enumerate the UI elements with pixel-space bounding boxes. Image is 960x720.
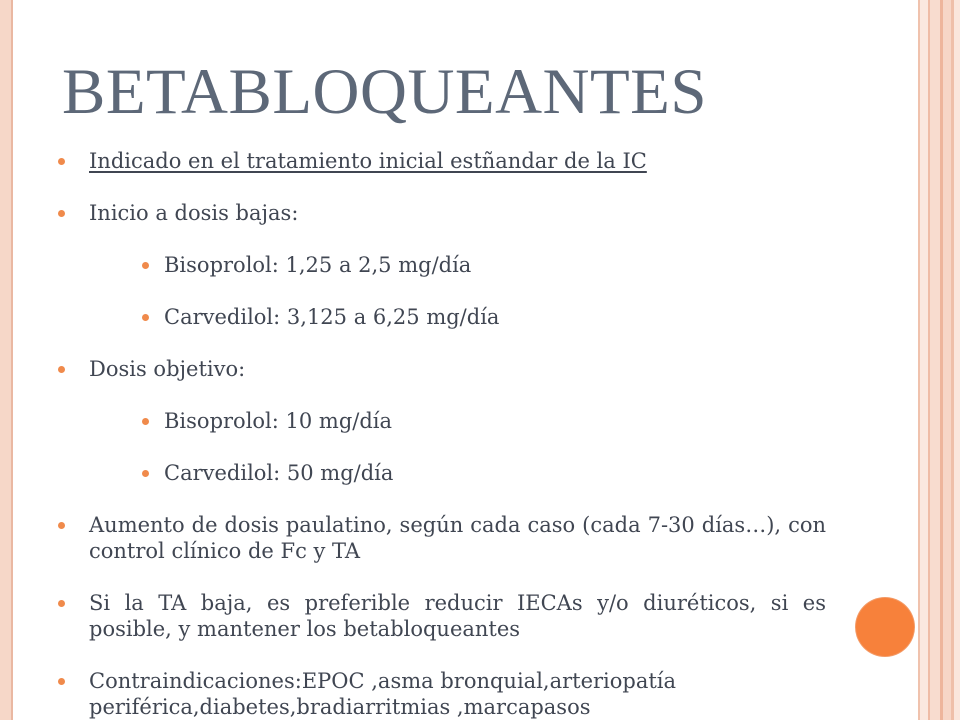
bullet-dot-icon [142,262,149,269]
bullet-dot-icon [58,522,65,529]
bullet-text: Inicio a dosis bajas: [89,201,299,225]
sub-bullet-carvedilol-target [58,460,826,486]
bullet-text: Carvedilol: 3,125 a 6,25 mg/día [164,305,500,329]
slide-title: BETABLOQUEANTES [62,56,708,128]
bullet-item-initial-dose [58,200,826,226]
bullet-item-indication [58,148,826,174]
bullet-text: Aumento de dosis paulatino, según cada caso (cada 7-30 días…), con control clínico de Fc y TA [89,513,826,563]
bullet-dot-icon [58,210,65,217]
right-decorative-stripes [918,0,960,720]
bullet-list [58,148,826,720]
bullet-text: Bisoprolol: 10 mg/día [164,409,393,433]
left-decorative-border [0,0,13,720]
sub-bullet-carvedilol-initial [58,304,826,330]
bullet-dot-icon [142,314,149,321]
bullet-text: Bisoprolol: 1,25 a 2,5 mg/día [164,253,472,277]
bullet-dot-icon [142,418,149,425]
bullet-text-line2: periférica,diabetes,bradiarritmias ,marcapasos [89,695,591,719]
bullet-item-contraindications [58,668,826,720]
sub-bullet-bisoprolol-initial [58,252,826,278]
bullet-dot-icon [142,470,149,477]
bullet-dot-icon [58,158,65,165]
bullet-text: Carvedilol: 50 mg/día [164,461,394,485]
bullet-dot-icon [58,366,65,373]
bullet-text-line1: Contraindicaciones:EPOC ,asma bronquial,arteriopatía [89,669,677,693]
sub-bullet-bisoprolol-target [58,408,826,434]
bullet-text: Indicado en el tratamiento inicial estñandar de la IC [89,149,647,173]
bullet-item-target-dose [58,356,826,382]
bullet-item-low-ta [58,590,826,642]
bullet-dot-icon [58,678,65,685]
bullet-text: Dosis objetivo: [89,357,246,381]
orange-circle-decoration [856,598,914,656]
bullet-dot-icon [58,600,65,607]
bullet-item-dose-increase [58,512,826,564]
bullet-text: Si la TA baja, es preferible reducir IECAs y/o diuréticos, si es posible, y mantener los betabloqueantes [89,591,826,641]
